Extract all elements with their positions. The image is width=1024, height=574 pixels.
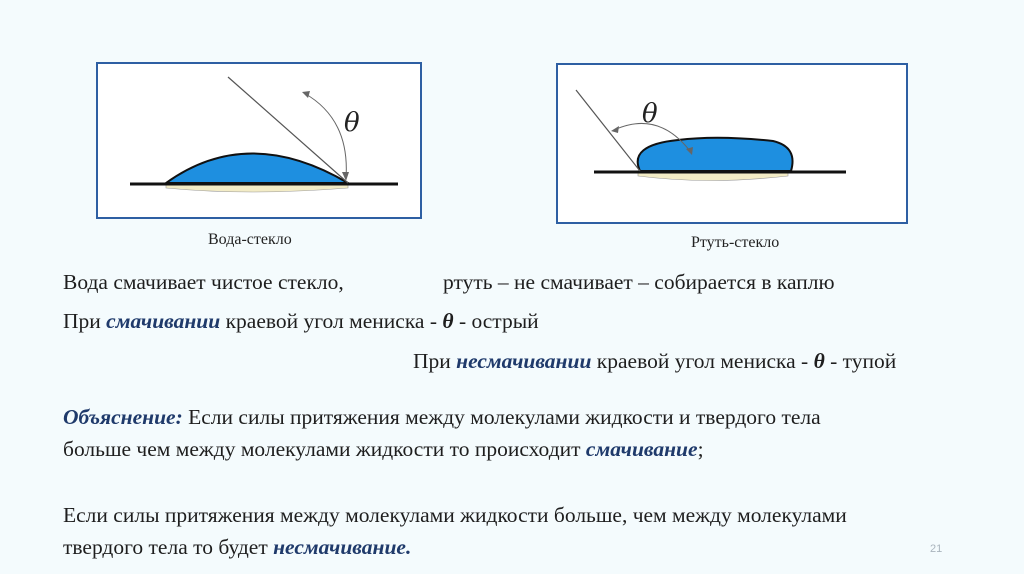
explanation-line-2: больше чем между молекулами жидкости то происходит смачивание; <box>63 437 704 461</box>
water-angle-label: θ <box>344 108 360 138</box>
wetting-term: смачивании <box>106 309 221 333</box>
wetting-angle-line: При смачивании краевой угол мениска - θ - острый <box>63 309 539 333</box>
non-wetting-term: несмачивании <box>456 349 592 373</box>
explanation-line-1: Объяснение: Если силы притяжения между молекулами жидкости и твердого тела <box>63 405 821 429</box>
wetting-comparison-left: Вода смачивает чистое стекло, <box>63 270 344 294</box>
mercury-drop <box>638 138 793 171</box>
mercury-glass-caption: Ртуть-стекло <box>691 234 780 251</box>
wetting-term: смачивание <box>585 437 698 461</box>
water-glass-figure <box>96 62 422 219</box>
water-drop <box>166 154 348 184</box>
paragraph-2-line-2: твердого тела то будет несмачивание. <box>63 535 412 559</box>
non-wetting-term: несмачивание. <box>273 535 412 559</box>
paragraph-2-line-1: Если силы притяжения между молекулами жидкости больше, чем между молекулами <box>63 503 847 527</box>
mercury-angle-label: θ <box>642 99 658 129</box>
theta-symbol: θ <box>442 309 454 333</box>
theta-symbol: θ <box>813 349 825 373</box>
wetting-comparison-right: ртуть – не смачивает – собирается в каплю <box>443 270 835 294</box>
mercury-glass-base <box>638 173 788 181</box>
water-glass-caption: Вода-стекло <box>208 231 292 248</box>
mercury-tangent-line <box>576 90 640 171</box>
mercury-glass-figure <box>556 63 908 224</box>
slide-number: 21 <box>930 543 943 555</box>
non-wetting-angle-line: При несмачивании краевой угол мениска - θ - тупой <box>413 349 897 373</box>
explanation-label: Объяснение: <box>63 405 183 429</box>
